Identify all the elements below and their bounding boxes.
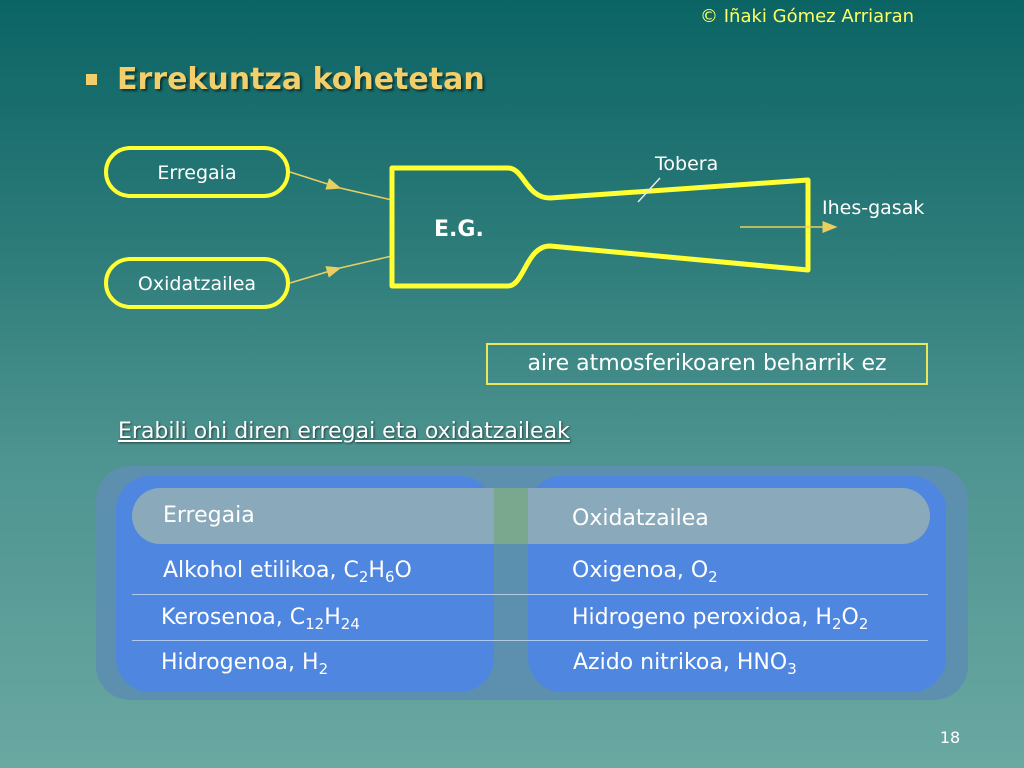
table-heading: Erabili ohi diren erregai eta oxidatzaileak	[118, 419, 570, 444]
oxidizer-label: Oxidatzailea	[137, 273, 257, 295]
formula-subscript: 2	[358, 568, 369, 586]
formula-symbol: O	[841, 605, 859, 630]
formula-subscript: 2	[858, 615, 869, 633]
formula-subscript: 6	[384, 568, 395, 586]
table-cell-oxidizer-1	[572, 558, 718, 586]
rocket-engine-diagram	[0, 0, 1024, 330]
formula-symbol: H	[324, 605, 341, 630]
fuel-name: Hidrogenoa,	[161, 650, 303, 675]
slide-title: Errekuntza kohetetan	[117, 62, 485, 97]
table-header-connector	[494, 488, 528, 544]
formula-subscript: 2	[318, 660, 329, 678]
row-divider	[132, 640, 928, 641]
oxidizer-arrow	[290, 268, 340, 283]
oxidizer-name: Hidrogeno peroxidoa,	[572, 605, 816, 630]
oxidizer-name: Oxigenoa,	[572, 558, 691, 583]
formula-subscript: 24	[340, 615, 360, 633]
fuel-name: Alkohol etilikoa,	[163, 558, 344, 583]
table-cell-fuel-1	[163, 558, 412, 586]
oxidizer-name: Azido nitrikoa,	[573, 650, 737, 675]
fuel-label: Erregaia	[157, 162, 237, 184]
formula-symbol: O	[394, 558, 412, 583]
fuel-arrow	[290, 172, 340, 188]
copyright-text: © Iñaki Gómez Arriaran	[700, 6, 915, 27]
formula-symbol: H	[302, 650, 319, 675]
oxidizer-column-header: Oxidatzailea	[572, 506, 709, 531]
exhaust-label: Ihes-gasak	[822, 197, 925, 219]
fuel-name: Kerosenoa,	[161, 605, 290, 630]
table-cell-oxidizer-3	[573, 650, 797, 678]
table-cell-fuel-2	[161, 605, 360, 633]
oxidizer-arrow-tail	[340, 256, 392, 268]
chamber-label: E.G.	[434, 217, 484, 242]
formula-symbol: H	[815, 605, 832, 630]
formula-symbol: HNO	[736, 650, 788, 675]
formula-subscript: 12	[305, 615, 325, 633]
table-cell-oxidizer-2	[572, 605, 869, 633]
formula-subscript: 2	[831, 615, 842, 633]
fuel-arrow-tail	[340, 188, 392, 200]
formula-symbol: C	[343, 558, 359, 583]
fuel-column-header: Erregaia	[163, 503, 255, 528]
formula-symbol: C	[289, 605, 306, 630]
row-divider	[132, 594, 928, 595]
note-box: aire atmosferikoaren beharrik ez	[486, 343, 928, 385]
formula-subscript: 3	[787, 660, 797, 678]
formula-symbol: O	[690, 558, 709, 583]
page-number: 18	[939, 728, 961, 747]
table-cell-fuel-3	[161, 650, 329, 678]
formula-symbol: H	[368, 558, 385, 583]
nozzle-label: Tobera	[655, 153, 719, 175]
formula-subscript: 2	[708, 568, 718, 586]
